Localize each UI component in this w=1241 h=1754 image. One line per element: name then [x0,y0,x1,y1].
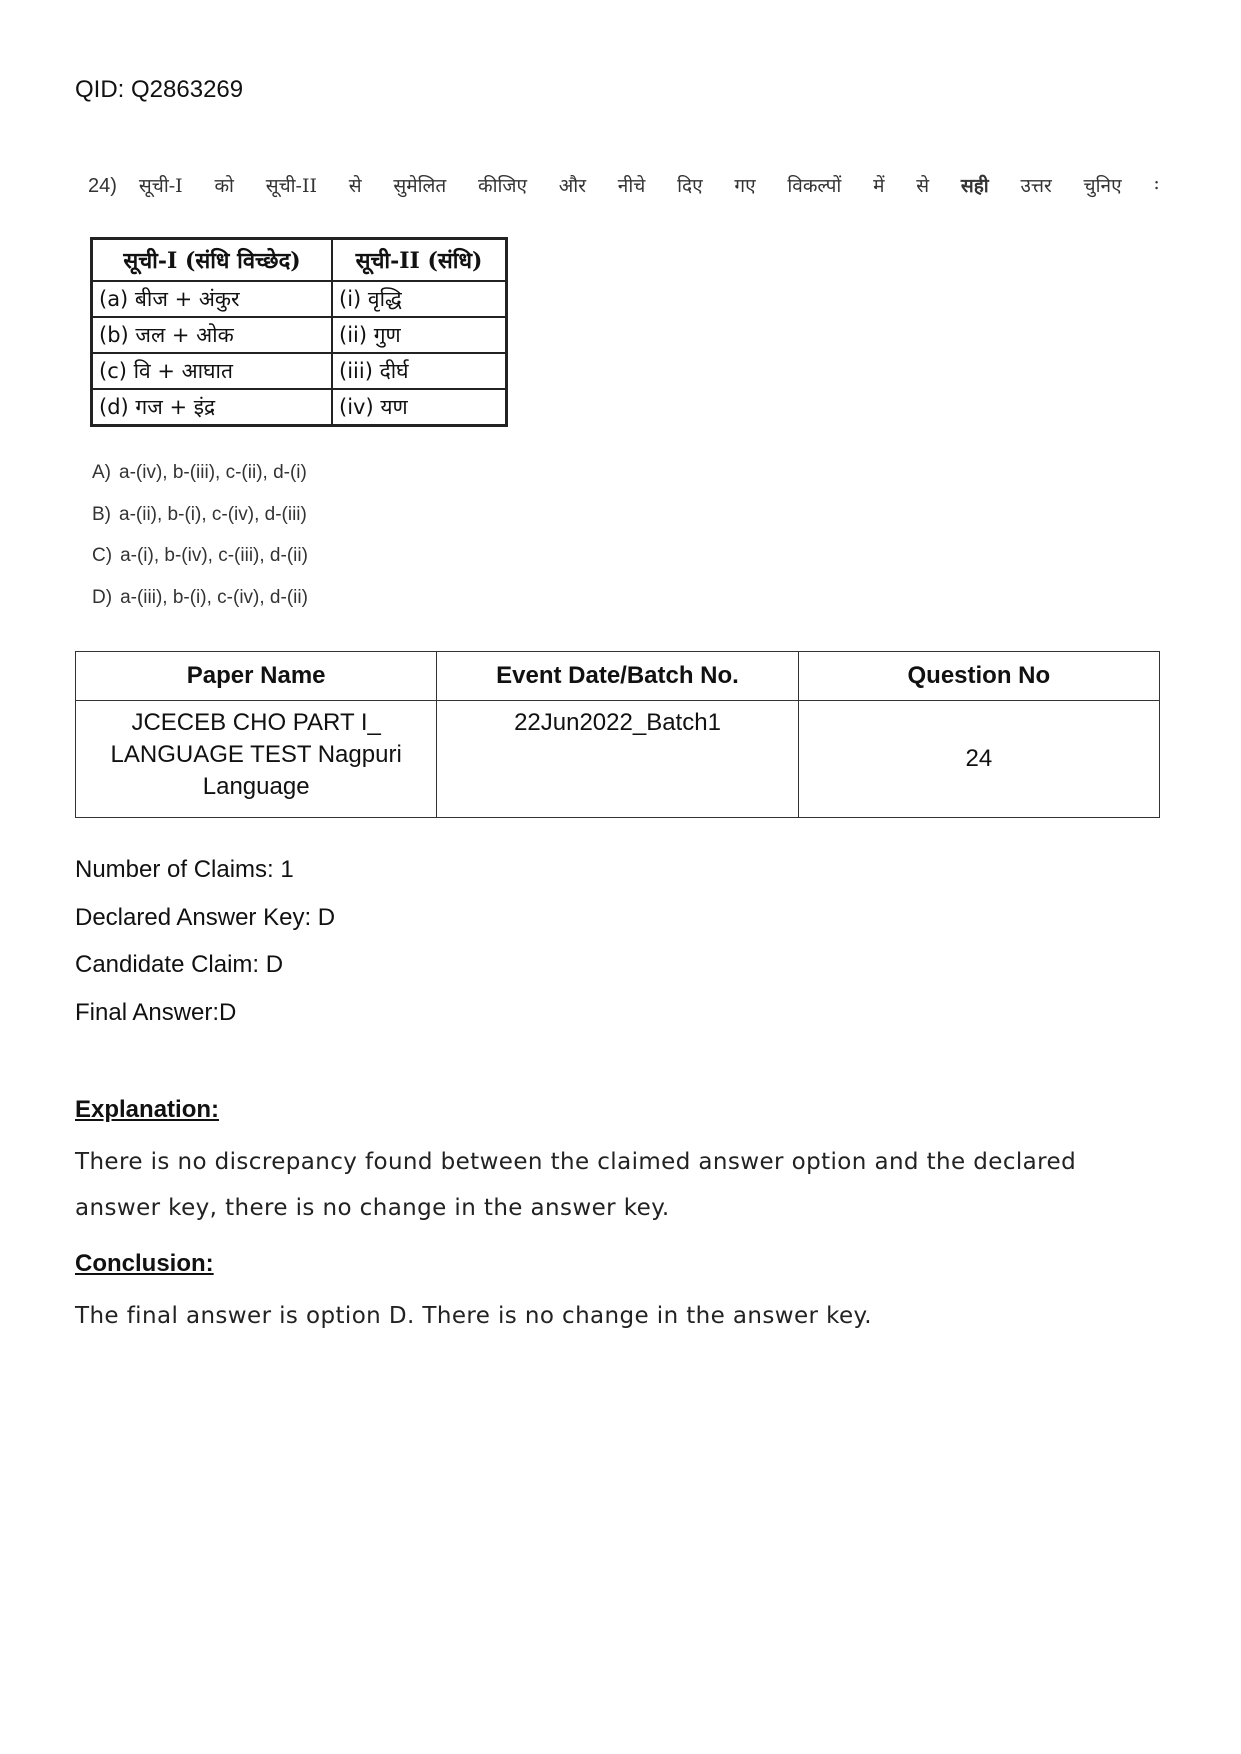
event-date-header: Event Date/Batch No. [437,652,798,701]
option-text: a-(i), b-(iv), c-(iii), d-(ii) [120,545,308,566]
option-label: D) [92,586,113,608]
question-word: और [558,175,587,197]
declared-answer-key: Declared Answer Key: D [75,903,336,931]
explanation-text: There is no discrepancy found between the claimed answer option and the declared answer key, there is no change in the answer key. [75,1149,1077,1221]
question-word: उत्तर [1020,175,1052,197]
question-word: को [214,175,234,197]
match-table-cell: (ii) गुण [332,317,507,353]
paper-info-table [75,651,1160,818]
final-answer: Final Answer:D [75,998,237,1026]
paper-name-cell: JCECEB CHO PART I_ LANGUAGE TEST Nagpuri Language [76,701,437,818]
match-table-header: सूची-I (संधि विच्छेद) [92,239,333,282]
option-label: A) [92,462,111,483]
match-table-cell: (a) बीज + अंकुर [92,281,333,317]
conclusion-heading: Conclusion: [75,1250,214,1277]
answer-option [92,460,308,502]
question-words [139,172,1160,198]
number-of-claims: Number of Claims: 1 [75,856,294,883]
answer-options [92,460,308,626]
match-table-cell: (i) वृद्धि [332,281,507,317]
match-table-cell: (d) गज + इंद्र [92,389,333,426]
question-word: दिए [677,175,703,197]
conclusion-text: The final answer is option D. There is no change in the answer key. [75,1303,872,1329]
match-table [90,237,508,427]
match-table-header: सूची-II (संधि) [332,239,507,282]
question-id: QID: Q2863269 [75,76,244,103]
question-word: में [873,175,885,197]
match-table-row [92,353,507,389]
question-no-header: Question No [798,652,1159,701]
question-word: से [916,175,930,197]
explanation-heading: Explanation: [75,1096,220,1123]
question-text [88,172,1160,198]
option-text: a-(ii), b-(i), c-(iv), d-(iii) [119,503,307,525]
question-word: नीचे [617,175,646,197]
option-label: B) [92,503,111,525]
paper-name-header: Paper Name [76,652,437,701]
answer-option [92,585,308,627]
match-table-row [92,317,507,353]
match-table-cell: (c) वि + आघात [92,353,333,389]
match-table-cell: (iii) दीर्घ [332,353,507,389]
claims-summary [75,856,335,1046]
option-label: C) [92,545,113,566]
question-word: सूची-I [138,175,183,197]
candidate-claim: Candidate Claim: D [75,951,284,978]
question-word: विकल्पों [787,175,842,197]
question-word: सुमेलित [393,175,447,197]
question-word-emphasis: सही [960,175,989,197]
event-date-cell: 22Jun2022_Batch1 [437,701,798,818]
question-word: कीजिए [477,175,528,197]
question-word: : [1153,172,1160,194]
answer-option [92,543,308,585]
question-word: गए [734,175,756,197]
question-number: 24) [88,175,117,197]
question-word: चुनिए [1083,175,1122,197]
option-text: a-(iii), b-(i), c-(iv), d-(ii) [120,586,308,608]
question-no-cell: 24 [798,701,1159,818]
question-word: से [348,175,362,197]
match-table-cell: (b) जल + ओक [92,317,333,353]
paper-info-header-row [76,652,1160,701]
option-text: a-(iv), b-(iii), c-(ii), d-(i) [119,462,307,483]
match-table-cell: (iv) यण [332,389,507,426]
answer-option [92,502,308,544]
match-table-header-row [92,239,507,282]
question-word: सूची-II [265,175,317,197]
paper-info-row [76,701,1160,818]
match-table-row [92,389,507,426]
match-table-row [92,281,507,317]
